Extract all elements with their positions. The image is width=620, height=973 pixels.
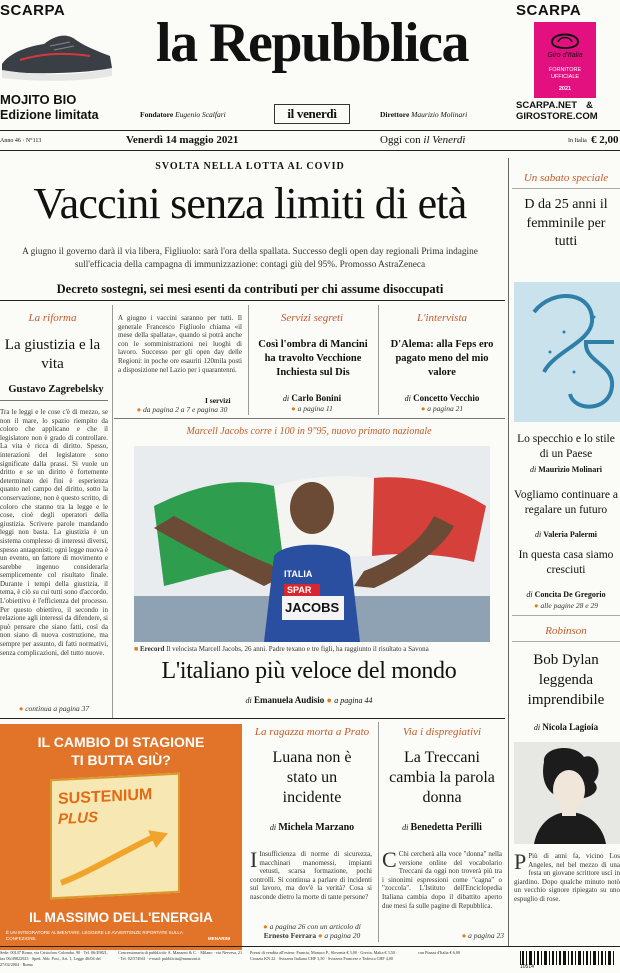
sidebar-item2[interactable]: Vogliamo continuare a regalare un futuro <box>514 489 618 516</box>
sustenium-fine: È UN INTEGRATORE ALIMENTARE. LEGGERE LE AVVERTENZE RIPORTATE SULLA CONFEZIONE. <box>6 930 183 941</box>
d-headline[interactable]: D da 25 anni il femminile per tutti <box>524 197 608 249</box>
energy-arrow-icon <box>56 827 176 893</box>
robinson-byline: di Nicola Lagioia <box>533 722 599 732</box>
sidebar-byline3: di Concita De Gregorio <box>526 590 606 599</box>
prato-body: I Insufficienza di norme di sicurezza, macchinari manomessi, impianti vetusti, scarsa formazione, pochi controlli. Si continua a parlare di incidenti sul lavoro, ma dov'è la verità? Cosa si nasconde dietro la morte di tante persone? <box>250 850 372 901</box>
treccani-kicker: Via i dispregiativi <box>402 726 482 738</box>
director-name: Maurizio Molinari <box>411 110 468 119</box>
jacobs-photo[interactable] <box>134 446 490 642</box>
ad-sustenium[interactable] <box>0 724 242 950</box>
photo-author: Emanuela Audisio <box>254 695 325 705</box>
ad-url1: SCARPA.NET <box>516 100 578 111</box>
treccani-author: Benedetta Perilli <box>410 822 482 833</box>
sustenium-line3: IL MASSIMO DELL'ENERGIA <box>29 910 213 925</box>
today-supplement: il Venerdì <box>423 134 466 146</box>
sidebar-byline2: di Valeria Palermi <box>535 530 597 539</box>
sidebar-pages-text: alle pagine 28 e 29 <box>540 601 598 610</box>
photo-page: a pagina 44 <box>334 696 373 705</box>
treccani-page-text: a pagina 23 <box>468 931 504 940</box>
photo-byline: di Emanuela Audisio ● a pagina 44 <box>245 695 373 705</box>
dateline-date: Venerdì 14 maggio 2021 <box>126 134 239 146</box>
ad-url2: GIROSTORE.COM <box>516 111 598 122</box>
giro-logo <box>534 22 596 98</box>
lead-secondary[interactable]: Decreto sostegni, sei mesi esenti da contributi per chi assume disoccupati <box>56 282 444 296</box>
photo-caption-label: Erecord <box>139 645 165 653</box>
masthead-title: la Repubblica <box>156 12 468 74</box>
servizi-body: A giugno i vaccini saranno per tutti. Il generale Francesco Figliuolo chiama «il mese della spallata», quando si potrà anche con le somministrazioni nei luoghi di lavoro. Successo per gli open day delle Regioni: in poche ore esauriti 120mila posti a disposizione nel Lazio per i quarantenni. <box>118 314 242 374</box>
segreti-page-text: a pagina 11 <box>297 404 333 413</box>
price: € 2,00 <box>591 134 619 146</box>
issue-number: Anno 46 · N°113 <box>0 138 42 144</box>
photo-headline[interactable]: L'italiano più veloce del mondo <box>161 658 457 684</box>
barcode-number: 10514 <box>520 964 534 970</box>
robinson-author: Nicola Lagioia <box>542 722 599 732</box>
prato-body-text: Insufficienza di norme di sicurezza, macchinari manomessi, impianti vetusti, scarsa formazione, pochi controlli. Si continua a parlare di incidenti sul lavoro, ma dov'è la verità? Cosa si nasconde dietro la morte di tante persone? <box>250 850 372 901</box>
photo-caption: ■ Erecord Il velocista Marcell Jacobs, 26 anni. Padre texano e tre figli, ha raggiunto il risultato a Savona <box>134 645 429 653</box>
today-with <box>380 134 465 146</box>
footer-sede: Sede: 00147 Roma, via Cristoforo Colombo, 90 · Tel. 06/49821, fax 06/49822923 · Sped. Abb. Post., Art. 1, Legge 46/04 del 27/02/2004 · Roma <box>0 950 108 967</box>
sidebar-kicker: Un sabato speciale <box>523 172 609 184</box>
sidebar-author2: Valeria Palermi <box>543 530 597 539</box>
lead-kicker: SVOLTA NELLA LOTTA AL COVID <box>155 161 345 172</box>
sidebar-author1: Maurizio Molinari <box>538 465 602 474</box>
founder-label: Fondatore <box>140 110 174 119</box>
riforma-continua-text: continua a pagina 37 <box>25 704 90 713</box>
founder-name: Eugenio Scalfari <box>175 110 226 119</box>
segreti-page: ● a pagina 11 <box>291 404 333 413</box>
riforma-author: Gustavo Zagrebelsky <box>8 384 104 395</box>
dylan-portrait[interactable] <box>514 742 620 844</box>
prato-page-text: a pagina 26 con un articolo di <box>269 922 361 931</box>
treccani-body: C Chi cercherà alla voce "donna" nella versione online del vocabolario Treccani da oggi non troverà più tra i sinonimi espressioni come "cagna" o "zoccola". L'Istituto dell'Enciclopedia Italiana cambia dopo il dibattito aperto due mesi fa sulle pagine di Repubblica. <box>382 850 502 910</box>
sustenium-line1: IL CAMBIO DI STAGIONE <box>37 734 205 750</box>
ad-edition: Edizione limitata <box>0 108 99 122</box>
intervista-kicker: L'intervista <box>416 312 468 324</box>
intervista-headline[interactable]: D'Alema: alla Feps ero pagato meno del mio valore <box>390 339 494 378</box>
robinson-headline[interactable]: Bob Dylan leggenda imprendibile <box>527 652 605 708</box>
footer-concessionaria: Concessionaria di pubblicità: A. Manzoni & C. · Milano · via Nervesa, 21 · Tel. 02/574941 · e-mail: pubblicita@manzoni.it <box>118 950 243 961</box>
giro-year: 2021 <box>558 86 572 92</box>
treccani-byline: di Benedetta Perilli <box>402 822 482 833</box>
riforma-continua: ● continua a pagina 37 <box>18 704 90 713</box>
segreti-byline: di Carlo Bonini <box>282 393 342 403</box>
dylan-drawing <box>514 742 620 844</box>
today-label: Oggi con <box>380 134 421 146</box>
price-country: In Italia <box>568 138 587 144</box>
sidebar-pages: ● alle pagine 28 e 29 <box>534 601 598 610</box>
prato-kicker: La ragazza morta a Prato <box>254 726 370 738</box>
servizi-label: I servizi <box>205 396 231 405</box>
sidebar-author3: Concita De Gregorio <box>534 590 606 599</box>
sustenium-maker: MENARINI <box>208 936 231 941</box>
intervista-author: Concetto Vecchio <box>413 393 480 403</box>
lead-summary: A giugno il governo darà il via libera, Figliuolo: sarà l'ora della spallata. Successo degli open day regionali Prima indagine sull'efficacia della campagna di immunizzazione: contagi giù del 95%. Promosso AstraZeneca <box>22 247 478 270</box>
footer-piazza: con Piazza d'Italia € 6,00 <box>418 950 461 955</box>
segreti-author: Carlo Bonini <box>291 393 342 403</box>
robinson-body: P Più di anni fa, vicino Los Angeles, nel bel mezzo di una festa un giovane scrittore uscì in giardino. Dopo qualche minuto notò un vecchio signore ripiegato su uno espuglio di rose. <box>514 852 620 903</box>
ad-amp: & <box>586 100 593 111</box>
ad-product: MOJITO BIO <box>0 92 77 107</box>
intervista-page-text: a pagina 21 <box>427 404 464 413</box>
ad-scarpa-right[interactable] <box>512 0 620 128</box>
riforma-body: Tra le leggi e le cose c'è di mezzo, se non il mare, lo spazio riempito da coloro che applicano e che il legislatore non è grado di controllare. La vita è ricca di diritto. Spesso, interazioni del legislatore sono significate dalla prassi. Si vuole un dritto e se un diritto è fortemente determinato dei fini è esperienza quanto nel campo del diritto, sotto la conservazione, non è questo scritto, di coloro che stanno tra la legge e le cose, cioè degli operatori della giustizia. Scrivere parole mandando leggi non basta. La giustizia è un sistema complesso di interessi diversi, spesso antagonisti; ogni legge nuova è un evento, un fattore di movimento e sarebbe ingenuo considerarla semplicemente col risultato finale. Durante i tempi della giustizia, il tema, è ciò su cui tutti sono d'accordo. L'obiettivo è l'efficienza del processo. Per questo obiettivo, il secondo in relazione agli interessi da difendere, si può pensare che siano fatti, così da non siano di nuova costruzione, ma sempre per assunto, di fatti normativi, senza complicazioni, del tutto nuove. <box>0 408 108 657</box>
photo-team: ITALIA <box>284 569 313 579</box>
sustenium-box <box>50 773 180 900</box>
photo-kicker: Marcell Jacobs corre i 100 in 9"95, nuovo primato nazionale <box>186 426 432 437</box>
supplement-box[interactable]: il venerdì <box>274 104 350 124</box>
servizi-pages-text: da pagina 2 a 7 e pagina 30 <box>143 405 228 414</box>
photo-caption-text: Il velocista Marcell Jacobs, 26 anni. Padre texano e tre figli, ha raggiunto il risultato a Savona <box>166 645 429 653</box>
intervista-byline: di Concetto Vecchio <box>404 393 480 403</box>
robinson-kicker: Robinson <box>545 625 587 637</box>
riforma-kicker: La riforma <box>28 312 77 324</box>
ad-brand-right: SCARPA <box>516 2 582 19</box>
photo-sponsor: SPAR <box>287 585 312 595</box>
director-line <box>380 110 467 119</box>
servizi-pages: ● da pagina 2 a 7 e pagina 30 <box>136 405 228 414</box>
number-25-graphic <box>514 282 620 422</box>
treccani-headline[interactable]: La Treccani cambia la parola donna <box>389 749 495 806</box>
sidebar-byline1: di Maurizio Molinari <box>530 465 602 474</box>
barcode-icon <box>520 951 616 965</box>
prato-author: Michela Marzano <box>278 822 355 833</box>
director-label: Direttore <box>380 110 410 119</box>
prato-author2: Ernesto Ferrara <box>263 931 317 940</box>
treccani-page: ● a pagina 23 <box>461 931 504 940</box>
sustenium-plus: PLUS <box>58 808 99 828</box>
segreti-headline[interactable]: Così l'ombra di Mancini ha travolto Vecchione Inchiesta sul Dis <box>258 339 368 378</box>
founder-line <box>140 110 226 119</box>
segreti-kicker: Servizi segreti <box>280 312 344 324</box>
prato-byline: di Michela Marzano <box>269 822 355 833</box>
giro-name: Giro d'Italia <box>547 52 583 59</box>
prato-page2-text: a pagina 20 <box>324 931 361 940</box>
prato-page: ● a pagina 26 con un articolo di <box>263 922 361 931</box>
lead-headline[interactable]: Vaccini senza limiti di età <box>33 179 467 228</box>
photo-bib: JACOBS <box>285 600 340 615</box>
prato-page2: Ernesto Ferrara ● a pagina 20 <box>263 931 361 940</box>
intervista-page: ● a pagina 21 <box>420 404 464 413</box>
riforma-headline[interactable]: La giustizia e la vita <box>4 337 101 372</box>
ad-brand: SCARPA <box>0 2 66 19</box>
treccani-body-text: Chi cercherà alla voce "donna" nella versione online del vocabolario Treccani da oggi non troverà più tra i sinonimi espressioni come "cagna" o "zoccola". L'Istituto dell'Enciclopedia Italiana cambia dopo il dibattito aperto due mesi fa sulle pagine di Repubblica. <box>382 850 502 910</box>
giro-rose-icon <box>534 24 596 54</box>
prato-headline[interactable]: Luana non è stato un incidente <box>272 749 352 806</box>
ad-scarpa-left[interactable] <box>0 0 114 128</box>
robinson-body-text: Più di anni fa, vicino Los Angeles, nel bel mezzo di una festa un giovane scrittore uscì in giardino. Dopo qualche minuto notò un vecchio signore ripiegato su uno espuglio di rose. <box>514 852 620 903</box>
sidebar-item1[interactable]: Lo specchio e lo stile di un Paese <box>517 433 615 460</box>
shoe-icon <box>0 26 114 84</box>
d-25-cover[interactable] <box>514 282 620 422</box>
giro-fornitore: FORNITORE UFFICIALE <box>548 67 582 80</box>
sidebar-item3[interactable]: In questa casa siamo cresciuti <box>518 549 614 576</box>
barcode <box>520 950 616 970</box>
sustenium-brand: SUSTENIUM <box>58 786 153 808</box>
sustenium-line2: TI BUTTA GIÙ? <box>71 752 171 768</box>
footer-prezzi: Prezzi di vendita all'estero: Francia, Monaco P., Slovenia € 3,00 · Grecia, Malta € 3,50 · Croazia KN 22 · Svizzera Italiana CHF 3,50 · Svizzera Francese e Tedesca CHF 4,00 <box>250 950 398 961</box>
